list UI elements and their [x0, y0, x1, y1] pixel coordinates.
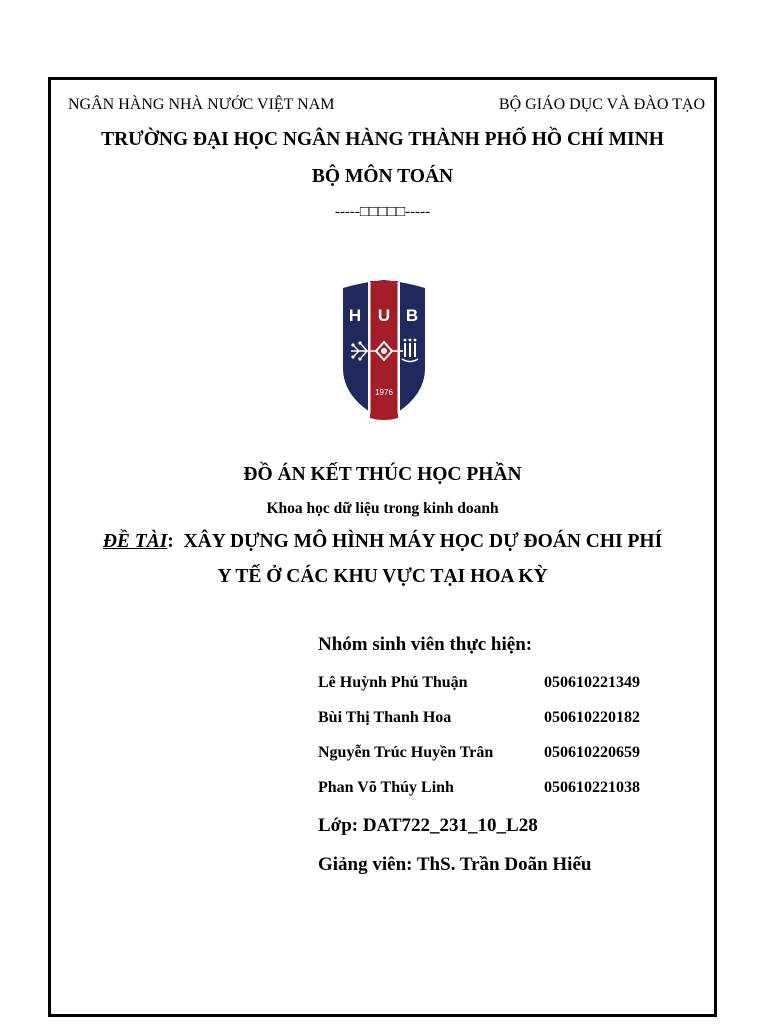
hub-logo: [339, 280, 429, 422]
member-id: 050610220659: [544, 744, 640, 761]
department-name: BỘ MÔN TOÁN: [311, 166, 454, 187]
topic-separator: :: [167, 531, 184, 552]
header-ministry-left: NGÂN HÀNG NHÀ NƯỚC VIỆT NAM: [68, 96, 335, 113]
member-name: Bùi Thị Thanh Hoa: [318, 709, 452, 726]
class-code: Lớp: DAT722_231_10_L28: [318, 815, 538, 836]
logo-letter-b: B: [405, 306, 419, 325]
logo-letter-h: H: [348, 306, 362, 325]
logo-year: 1976: [375, 388, 393, 397]
project-title: ĐỒ ÁN KẾT THÚC HỌC PHẦN: [243, 464, 522, 485]
member-id: 050610221349: [544, 674, 640, 691]
hub-shield-icon: [339, 280, 429, 422]
group-title: Nhóm sinh viên thực hiện:: [318, 634, 533, 655]
member-name: Nguyễn Trúc Huyền Trân: [318, 744, 494, 761]
topic-line-1: [51, 531, 714, 553]
university-name: TRƯỜNG ĐẠI HỌC NGÂN HÀNG THÀNH PHỐ HỒ CHÍ MINH: [101, 129, 664, 150]
topic-text-1: XÂY DỰNG MÔ HÌNH MÁY HỌC DỰ ĐOÁN CHI PHÍ: [183, 531, 663, 552]
member-name: Phan Võ Thúy Linh: [318, 779, 454, 796]
member-id: 050610221038: [544, 779, 640, 796]
header-divider: -----□□□□□-----: [334, 204, 431, 220]
header-ministry-right: BỘ GIÁO DỤC VÀ ĐÀO TẠO: [498, 96, 705, 113]
member-name: Lê Huỳnh Phú Thuận: [318, 674, 468, 691]
topic-line-2: Y TẾ Ở CÁC KHU VỰC TẠI HOA KỲ: [217, 566, 548, 587]
topic-label: ĐỀ TÀI: [102, 531, 168, 552]
course-name: Khoa học dữ liệu trong kinh doanh: [266, 500, 499, 517]
member-id: 050610220182: [544, 709, 640, 726]
page-border: [48, 77, 717, 1017]
lecturer: Giảng viên: ThS. Trần Doãn Hiếu: [318, 854, 592, 875]
logo-letter-u: U: [377, 306, 391, 325]
